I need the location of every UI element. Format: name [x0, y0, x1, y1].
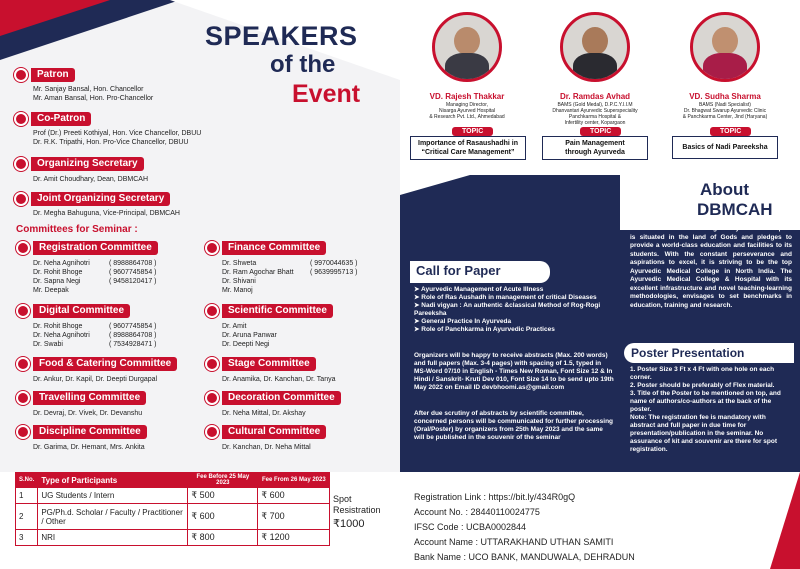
bullet-icon	[205, 425, 219, 439]
discipline-line: Dr. Garima, Dr. Hemant, Mrs. Ankita	[33, 444, 145, 451]
bullet-icon	[16, 425, 30, 439]
call-item: ➤ Nadi vigyan : An authentic &classical Method of Rog-Rogi Pareeksha	[414, 302, 601, 317]
topic-box-1: Importance of Rasaushadhi in “Critical Care Management”	[410, 136, 526, 160]
registration-heading: Registration Committee	[16, 241, 158, 255]
digital-heading: Digital Committee	[16, 304, 130, 318]
bullet-icon	[16, 357, 30, 371]
food-heading: Food & Catering Committee	[16, 357, 177, 371]
scientific-heading: Scientific Committee	[205, 304, 333, 318]
bullet-icon	[16, 304, 30, 318]
food-line: Dr. Ankur, Dr. Kapil, Dr. Deepti Durgapal	[33, 376, 158, 383]
travelling-heading: Travelling Committee	[16, 391, 146, 405]
title-line3: Event	[292, 80, 361, 108]
bullet-icon	[16, 241, 30, 255]
spot-value: ₹1000	[333, 518, 365, 530]
stage-line: Dr. Anamika, Dr. Kanchan, Dr. Tanya	[222, 376, 336, 383]
speaker-name-3: VD. Sudha Sharma	[689, 92, 761, 101]
digital-row: Dr. Rohit Bhoge ( 9607745854 )	[33, 323, 157, 330]
bullet-icon	[16, 391, 30, 405]
about-text: Dev Bhoomi Medical College of Ayurved & Hospital is situated in the land of Gods and pledges to provide a world-class education and facilities to its students. With the constant perseverance and aspirations to excel, it is striving to be the top Ayurvedic Medical College in North India. The Ayurvedic Medical College & Hospital with its excellent infrastructure and novel teaching-learning methodologies, envisages to set benchmarks in education, training and research.	[630, 225, 792, 309]
registration-row: Dr. Sapna Negi ( 9458120417 )	[33, 278, 157, 285]
fees-table	[15, 472, 330, 546]
call-para-1: Organizers will be happy to receive abstracts (Max. 200 words) and full papers (Max. 3-4 pages) with spacing of 1.5, typed in MS-Word 07/10 in English - Times New Roman, Font Size 12 & In Hindi / Sanskrit- Kruti Dev 010, Font Size 14 to be send upto 19th May 2022 on Email ID devbhoomi.as@gmail.com	[414, 352, 614, 391]
call-para-2: After due scrutiny of abstracts by scientific committee, concerned persons will be communicated for further processing (Oral/Poster) by organizers from 25th May 2023 and the same will be published in the souvenir of the seminar	[414, 410, 614, 441]
org-heading: Organizing Secretary	[14, 157, 144, 171]
poster-title: Poster Presentation	[631, 346, 745, 360]
bullet-icon	[205, 304, 219, 318]
speaker-photo-3	[690, 12, 760, 82]
poster-item: 2. Poster should be preferably of Flex material.	[630, 382, 775, 389]
committees-title: Committees for Seminar :	[16, 224, 138, 235]
decoration-line: Dr. Neha Mittal, Dr. Akshay	[222, 410, 306, 417]
call-items	[414, 286, 614, 334]
account-no: Account No. : 28440110024775	[414, 507, 540, 517]
speaker-desc-1: Managing Director, Nisarga Ayurved Hospital & Research Pvt. Ltd., Ahmedabad	[429, 102, 505, 120]
bullet-icon	[14, 192, 28, 206]
finance-row: Dr. Shweta ( 9970044635 )	[222, 260, 358, 267]
table-row: 2 PG/Ph.d. Scholar / Faculty / Practitioner / Other ₹ 600 ₹ 700	[16, 504, 330, 530]
copatron-line-2: Dr. R.K. Tripathi, Hon. Pro-Vice Chancellor, DBUU	[33, 139, 189, 146]
registration-row: Dr. Neha Agnihotri ( 8988864708 )	[33, 260, 157, 267]
bank-name: Bank Name : UCO BANK, MANDUWALA, DEHRADUN	[414, 552, 635, 562]
call-item: ➤ Role of Ras Aushadh in management of critical Diseases	[414, 294, 597, 301]
cultural-line: Dr. Kanchan, Dr. Neha Mittal	[222, 444, 311, 451]
bullet-icon	[14, 68, 28, 82]
about-title-2: DBMCAH	[697, 200, 773, 219]
topic-badge-1: TOPIC	[452, 127, 493, 136]
bullet-icon	[205, 241, 219, 255]
topic-badge-3: TOPIC	[710, 127, 751, 136]
account-name: Account Name : UTTARAKHAND UTHAN SAMITI	[414, 537, 614, 547]
topic-badge-2: TOPIC	[580, 127, 621, 136]
bullet-icon	[14, 157, 28, 171]
call-item: ➤ Ayurvedic Management of Acute Illness	[414, 286, 544, 293]
cultural-heading: Cultural Committee	[205, 425, 326, 439]
patron-line-1: Mr. Sanjay Bansal, Hon. Chancellor	[33, 86, 144, 93]
discipline-heading: Discipline Committee	[16, 425, 147, 439]
bullet-icon	[205, 357, 219, 371]
joint-heading: Joint Organizing Secretary	[14, 192, 170, 206]
call-title: Call for Paper	[416, 263, 501, 278]
table-header-row: S.No. Type of Participants Fee Before 25 May 2023 Fee From 26 May 2023	[16, 473, 330, 488]
speaker-photo-1	[432, 12, 502, 82]
finance-heading: Finance Committee	[205, 241, 326, 255]
speaker-photo-2	[560, 12, 630, 82]
registration-row: Mr. Deepak	[33, 287, 69, 294]
patron-heading: Patron	[14, 68, 75, 82]
scientific-row: Dr. Amit	[222, 323, 247, 330]
speaker-desc-3: BAMS (Nadi Specialist) Dr. Bhagwat Swarup Ayurvedic Clinic & Panchkarma Center, Jind (Haryana)	[682, 102, 768, 120]
spot-label: Spot Resistration	[333, 494, 381, 515]
scientific-row: Dr. Deepti Negi	[222, 341, 270, 348]
copatron-heading: Co-Patron	[14, 112, 91, 126]
digital-row: Dr. Neha Agnihotri ( 8988864708 )	[33, 332, 157, 339]
ifsc-code: IFSC Code : UCBA0002844	[414, 522, 527, 532]
copatron-line-1: Prof (Dr.) Preeti Kothiyal, Hon. Vice Chancellor, DBUU	[33, 130, 202, 137]
speaker-name-1: VD. Rajesh Thakkar	[429, 92, 505, 101]
org-line-1: Dr. Amit Choudhary, Dean, DBMCAH	[33, 176, 149, 183]
title-line1: SPEAKERS	[205, 21, 358, 51]
poster-items	[630, 366, 792, 454]
patron-line-2: Mr. Aman Bansal, Hon. Pro-Chancellor	[33, 95, 154, 102]
finance-row: Dr. Shivani	[222, 278, 256, 285]
decoration-heading: Decoration Committee	[205, 391, 341, 405]
bullet-icon	[205, 391, 219, 405]
call-item: ➤ General Practice In Ayurveda	[414, 318, 512, 325]
poster-item: 3. Title of the Poster to be mentioned on top, and name of authors/co-authors at the back of the poster.	[630, 390, 781, 413]
bullet-icon	[14, 112, 28, 126]
stage-heading: Stage Committee	[205, 357, 316, 371]
title-line2: of the	[270, 51, 336, 78]
registration-row: Dr. Rohit Bhoge ( 9607745854 )	[33, 269, 157, 276]
call-item: ➤ Role of Panchkarma in Ayurvedic Practices	[414, 326, 555, 333]
bank-details	[414, 490, 635, 565]
poster-item: Note: The registration fee is mandatory with abstract and full paper in due time for presentation/publication in the seminar. No assurance of kit and souvenir are there for spot registration.	[630, 414, 778, 453]
topic-box-3: Basics of Nadi Pareeksha	[672, 136, 778, 159]
travelling-line: Dr. Devraj, Dr. Vivek, Dr. Devanshu	[33, 410, 143, 417]
finance-row: Dr. Ram Agochar Bhatt ( 9639995713 )	[222, 269, 358, 276]
registration-link[interactable]: Registration Link : https://bit.ly/434R0gQ	[414, 492, 576, 502]
scientific-row: Dr. Aruna Panwar	[222, 332, 277, 339]
poster-item: 1. Poster Size 3 Ft x 4 Ft with one hole on each corner.	[630, 366, 775, 381]
joint-line-1: Dr. Megha Bahuguna, Vice-Principal, DBMCAH	[33, 210, 180, 217]
table-row: 3 NRI ₹ 800 ₹ 1200	[16, 530, 330, 546]
about-title-1: About	[700, 180, 750, 199]
topic-box-2: Pain Management through Ayurveda	[542, 136, 648, 160]
speaker-name-2: Dr. Ramdas Avhad	[559, 92, 631, 101]
speaker-desc-2: BAMS (Gold Medal), D.P.C.Y.I.I.M Dhanvantari Ayurvedic Superspeciality Panchkarma Hospital & Infertility center, Kopargaon	[552, 102, 638, 126]
digital-row: Dr. Swabi ( 7534928471 )	[33, 341, 157, 348]
finance-row: Mr. Manoj	[222, 287, 253, 294]
table-row: 1 UG Students / Intern ₹ 500 ₹ 600	[16, 488, 330, 504]
